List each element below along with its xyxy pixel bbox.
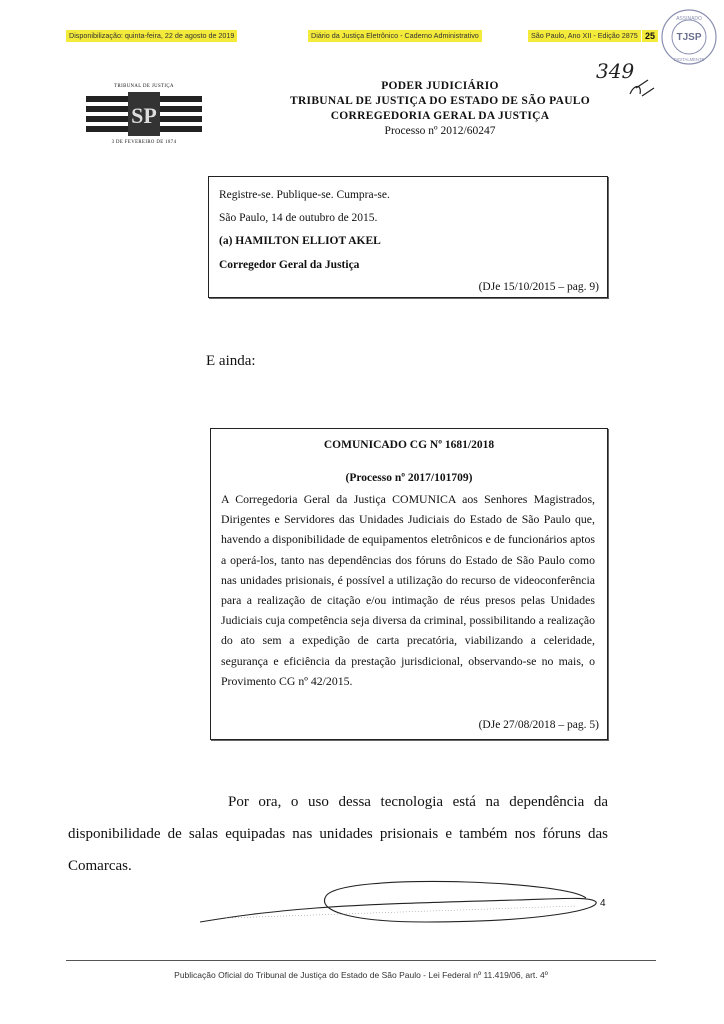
header-line-1: PODER JUDICIÁRIO bbox=[381, 80, 499, 92]
header-line-3: CORREGEDORIA GERAL DA JUSTIÇA bbox=[330, 110, 550, 122]
journal-name: Diário da Justiça Eletrônico - Caderno Administrativo bbox=[308, 30, 482, 42]
closing-text: Por ora, o uso dessa tecnologia está na dependência da disponibilidade de salas equipadas nas unidades prisionais e também nos fóruns das Comarcas. bbox=[68, 794, 608, 874]
emblem-monogram: SP bbox=[131, 103, 157, 128]
box1-line-1: Registre-se. Publique-se. Cumpra-se. bbox=[219, 189, 390, 201]
seal-ring-side: DIGITALMENTE bbox=[673, 57, 705, 62]
box1-dje-reference: (DJe 15/10/2015 – pag. 9) bbox=[478, 281, 599, 293]
comunicado-dje-reference: (DJe 27/08/2018 – pag. 5) bbox=[478, 719, 599, 731]
seal-abbr: TJSP bbox=[676, 32, 702, 43]
process-number: Processo nº 2012/60247 bbox=[384, 125, 496, 137]
footer-legal-text: Publicação Oficial do Tribunal de Justiça do Estado de São Paulo - Lei Federal nº 11.419/06, art. 4º bbox=[174, 970, 548, 980]
box1-signer: (a) HAMILTON ELLIOT AKEL bbox=[219, 235, 381, 247]
emblem-top-text: TRIBUNAL DE JUSTIÇA bbox=[114, 84, 174, 89]
journal-page-number: 25 bbox=[642, 30, 658, 42]
handwritten-number: 349 bbox=[596, 59, 635, 83]
box1-line-2: São Paulo, 14 de outubro de 2015. bbox=[219, 212, 378, 224]
header-line-2: TRIBUNAL DE JUSTIÇA DO ESTADO DE SÃO PAULO bbox=[289, 95, 591, 107]
emblem-bottom-text: 3 DE FEVEREIRO DE 1874 bbox=[111, 140, 177, 145]
comunicado-title: COMUNICADO CG Nº 1681/2018 bbox=[323, 439, 495, 451]
comunicado-process: (Processo nº 2017/101709) bbox=[345, 472, 473, 484]
sp-flag-emblem-icon bbox=[84, 92, 204, 136]
publication-header-bar bbox=[66, 30, 654, 44]
availability-date: Disponibilização: quinta-feira, 22 de agosto de 2019 bbox=[66, 30, 237, 42]
comunicado-body: A Corregedoria Geral da Justiça COMUNICA aos Senhores Magistrados, Dirigentes e Servidores das Unidades Judiciais do Estado de São Paulo que, havendo a disponibilidade de equipamentos eletrônicos e de funcionários aptos a operá-los, tanto nas dependências dos fóruns do Estado de São Paulo como nas unidades prisionais, é possível a utilização do recurso de videoconferência para a realização de citação e/ou intimação de réus presos pelas Unidades Judiciais cuja competência seja diversa da criminal, possibilitando a realização do ato sem a expedição de carta precatória, viabilizando a celeridade, segurança e eficiência da prestação jurisdicional, observando-se no mais, o Provimento CG nº 42/2015. bbox=[221, 492, 595, 688]
e-ainda-label: E ainda: bbox=[206, 353, 256, 369]
document-header bbox=[250, 79, 630, 139]
comunicado-box bbox=[210, 428, 608, 740]
closing-paragraph bbox=[68, 786, 608, 882]
document-page-number: 4 bbox=[600, 898, 606, 909]
court-emblem bbox=[84, 84, 204, 148]
tjsp-digital-seal-icon bbox=[660, 8, 718, 66]
publication-box-2015 bbox=[208, 176, 608, 298]
edition-info: São Paulo, Ano XII - Edição 2875 bbox=[528, 30, 641, 42]
box1-role: Corregedor Geral da Justiça bbox=[219, 259, 360, 271]
signature-icon bbox=[196, 872, 606, 932]
footer-divider bbox=[66, 960, 656, 961]
seal-ring-top: ASSINADO bbox=[676, 16, 702, 22]
